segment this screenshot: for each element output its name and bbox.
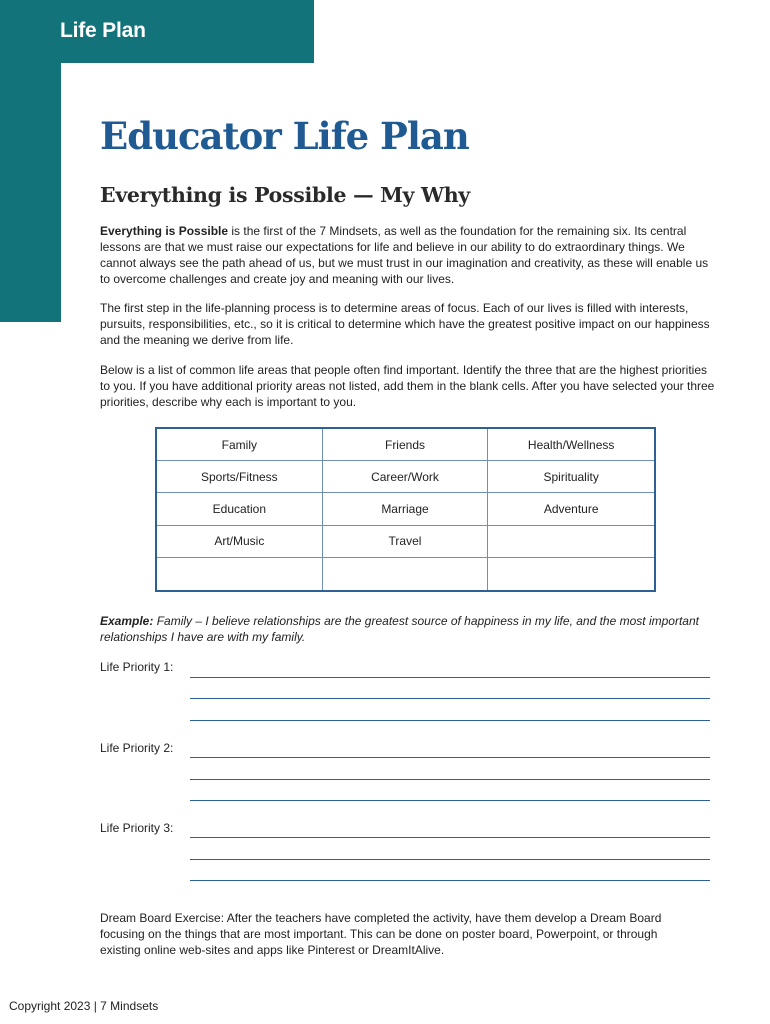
example-text <box>100 613 700 645</box>
header-banner <box>0 0 314 63</box>
life-area-cell[interactable]: Health/Wellness <box>488 429 654 461</box>
life-priority-3-line-2[interactable] <box>190 859 710 860</box>
life-area-cell[interactable]: Travel <box>323 526 489 558</box>
life-area-blank-cell[interactable] <box>157 558 323 590</box>
life-area-cell[interactable]: Art/Music <box>157 526 323 558</box>
instructions-paragraph: Below is a list of common life areas that people often find important. Identify the three that are the highest priorities to you. If you have additional priority areas not listed, add them in the blank cells. After you have selected your three priorities, describe why each is important to you. <box>100 363 715 409</box>
side-accent-bar <box>0 63 61 322</box>
life-priority-3-label: Life Priority 3: <box>100 821 174 835</box>
example-body: Family – I believe relationships are the greatest source of happiness in my life, and the most important relationships I have are with my family. <box>100 614 699 644</box>
life-priority-3-line-1[interactable] <box>190 837 710 838</box>
intro-lead-bold: Everything is Possible <box>100 224 229 238</box>
life-area-cell[interactable]: Adventure <box>488 493 654 525</box>
life-priority-1-line-3[interactable] <box>190 720 710 721</box>
life-areas-table <box>155 427 656 592</box>
intro-paragraph <box>100 223 715 287</box>
focus-paragraph: The first step in the life-planning process is to determine areas of focus. Each of our lives is filled with interests, pursuits, responsibilities, etc., so it is critical to determine which have the greatest positive impact on our happiness and the meaning we derive from life. <box>100 301 710 347</box>
life-priority-2-line-2[interactable] <box>190 779 710 780</box>
life-priority-1-line-2[interactable] <box>190 698 710 699</box>
intro-lead-rest: is the first of the 7 Mindsets, as well as the foundation for the remaining six. Its central lessons are that we must raise our expectations for life and believe in our ability to do extraordinary things. We cannot always see the path ahead of us, but we must trust in our imagination and creativity, as these will enable us to overcome challenges and create joy and meaning with our lives. <box>100 224 709 286</box>
life-area-cell[interactable]: Friends <box>323 429 489 461</box>
example-label: Example: <box>100 614 154 628</box>
life-priority-2-line-1[interactable] <box>190 757 710 758</box>
life-priority-3-line-3[interactable] <box>190 880 710 881</box>
life-priority-1-label: Life Priority 1: <box>100 660 174 674</box>
life-area-cell[interactable]: Family <box>157 429 323 461</box>
life-area-cell[interactable]: Sports/Fitness <box>157 461 323 493</box>
life-area-cell[interactable]: Marriage <box>323 493 489 525</box>
life-area-cell[interactable]: Spirituality <box>488 461 654 493</box>
life-priority-1-line-1[interactable] <box>190 677 710 678</box>
copyright-footer: Copyright 2023 | 7 Mindsets <box>9 999 159 1013</box>
page-title: Educator Life Plan <box>100 114 469 158</box>
life-area-cell[interactable]: Education <box>157 493 323 525</box>
life-priority-2-label: Life Priority 2: <box>100 741 174 755</box>
header-label: Life Plan <box>60 19 146 42</box>
life-area-blank-cell[interactable] <box>323 558 489 590</box>
section-subtitle: Everything is Possible — My Why <box>100 183 470 207</box>
life-priority-2-line-3[interactable] <box>190 800 710 801</box>
life-area-blank-cell[interactable] <box>488 526 654 558</box>
life-area-cell[interactable]: Career/Work <box>323 461 489 493</box>
life-area-blank-cell[interactable] <box>488 558 654 590</box>
dream-board-paragraph: Dream Board Exercise: After the teachers have completed the activity, have them develop a Dream Board focusing on the things that are most important. This can be done on poster board, Powerpoint, or through existing online web-sites and apps like Pinterest or DreamItAlive. <box>100 911 662 957</box>
